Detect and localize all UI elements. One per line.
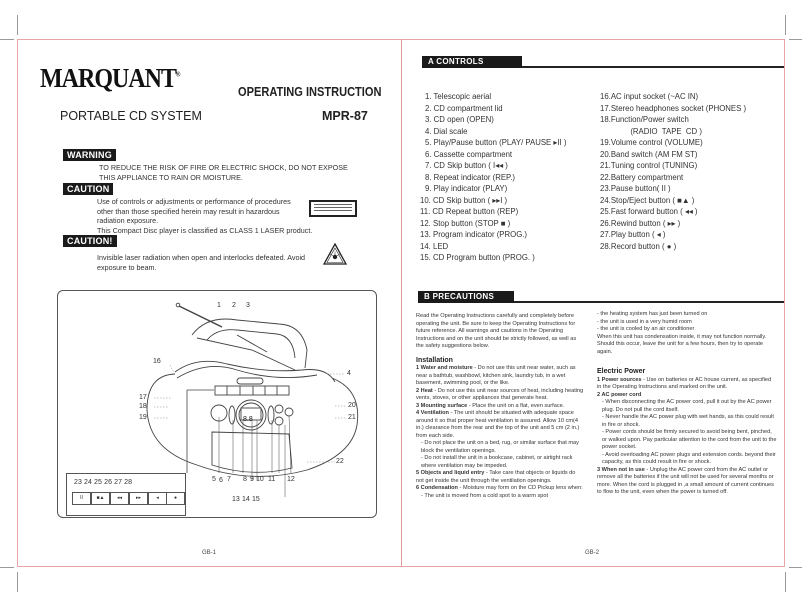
crop-mark bbox=[789, 39, 802, 40]
control-item: 17.Stereo headphones socket (PHONES ) bbox=[600, 103, 747, 113]
precautions-column-2 bbox=[597, 311, 777, 497]
page-number-left: GB-1 bbox=[202, 550, 217, 556]
control-item: 25.Fast forward button ( ◂◂ ) bbox=[600, 207, 698, 216]
crop-mark bbox=[785, 15, 786, 35]
fast-forward-button-icon: ◂◂ bbox=[110, 492, 129, 505]
crop-mark bbox=[0, 567, 14, 568]
controls-list-2 bbox=[600, 91, 746, 252]
control-item: 3. CD open (OPEN) bbox=[425, 115, 494, 124]
record-button-icon: ● bbox=[166, 492, 185, 505]
rewind-button-icon: ▸▸ bbox=[129, 492, 148, 505]
control-item: 19.Volume control (VOLUME) bbox=[600, 138, 703, 147]
control-item: 18.Function/Power switch bbox=[600, 115, 689, 124]
crop-mark bbox=[17, 572, 18, 592]
control-item: 8. Repeat indicator (REP.) bbox=[425, 172, 515, 182]
control-item: 28.Record button ( ● ) bbox=[600, 241, 677, 251]
warning-text: TO REDUCE THE RISK OF FIRE OR ELECTRIC SHOCK, DO NOT EXPOSE THIS APPLIANCE TO RAIN OR MOISTURE. bbox=[99, 163, 348, 182]
callout-2: 2 bbox=[232, 302, 236, 309]
svg-text:8.8: 8.8 bbox=[243, 416, 253, 423]
condensation-note: When this unit has condensation inside, it may not function normally. Should this occur, leave the unit for a few hours, then try to operate again. bbox=[597, 333, 767, 355]
caution-tag: CAUTION bbox=[63, 183, 113, 195]
control-item: 24.Stop/Eject button ( ■▲ ) bbox=[600, 195, 695, 205]
installation-heading: Installation bbox=[416, 356, 453, 364]
precaution-item: 1 Water and moisture - Do not use this unit near water, such as near a bathtub, washbowl, kitchen sink, laundry tub, in a wet basement, swimming pool, or the like. bbox=[416, 365, 576, 386]
callout-7: 7 bbox=[227, 476, 231, 483]
precaution-subitem: - Avoid overloading AC power plugs and extension cords. beyond their capacity, as this could result in fire or shock. bbox=[602, 451, 776, 465]
control-item: 16.AC input socket (~AC IN) bbox=[600, 92, 699, 101]
callout-3: 3 bbox=[246, 302, 250, 309]
laser-warning-triangle-icon bbox=[323, 243, 347, 265]
callout-17: 17 bbox=[139, 394, 147, 401]
control-item: 2. CD compartment lid bbox=[425, 103, 503, 113]
callout-21: 21 bbox=[348, 414, 356, 421]
product-name: PORTABLE CD SYSTEM bbox=[60, 109, 202, 123]
callout-5: 5 bbox=[212, 476, 216, 483]
caution2-tag: CAUTION! bbox=[63, 235, 117, 247]
callout-14: 14 bbox=[242, 496, 250, 503]
callout-11: 11 bbox=[268, 476, 276, 483]
stop-eject-button-icon: ■▲ bbox=[91, 492, 110, 505]
callout-15: 15 bbox=[252, 496, 260, 503]
precaution-subitem: - the heating system has just been turned on bbox=[597, 311, 708, 317]
callout-4: 4 bbox=[347, 370, 351, 377]
precaution-subitem: - the unit is cooled by an air conditioner bbox=[597, 326, 695, 332]
control-item: 11. CD Repeat button (REP) bbox=[420, 207, 519, 216]
precaution-subitem: - When disconnecting the AC power cord, pull it out by the AC power plug. Do not pull the cord itself. bbox=[602, 399, 772, 413]
brand-logo: MARQUANT® bbox=[40, 63, 180, 94]
precaution-item: 3 When not in use - Unplug the AC power cord from the AC outlet or remove all the batteries if the unit will not be used for several months or more. When the cord is plugged in ,a small amount of current continues to flow to the unit, even when the power is turned off. bbox=[597, 466, 774, 495]
control-item: 12. Stop button (STOP ■ ) bbox=[420, 218, 511, 228]
control-item: 1. Telescopic aerial bbox=[425, 92, 492, 101]
crop-mark bbox=[785, 572, 786, 592]
precaution-subitem: - Never handle the AC power plug with wet hands, as this could result in fire or shock. bbox=[602, 414, 774, 428]
precaution-item: 2 Heat - Do not use this unit near sources of heat, including heating vents, stoves, or other appliances that generate heat. bbox=[416, 387, 584, 401]
play-button-icon: ◂ bbox=[148, 492, 167, 505]
control-item: 26.Rewind button ( ▸▸ ) bbox=[600, 218, 681, 228]
control-item: 14. LED bbox=[420, 241, 449, 251]
controls-section-title: A CONTROLS bbox=[422, 56, 522, 68]
precaution-subitem: - the unit is used in a very humid room bbox=[597, 318, 692, 325]
callout-1: 1 bbox=[217, 302, 221, 309]
inset-callouts: 23 24 25 26 27 28 bbox=[74, 479, 133, 486]
precautions-column-1 bbox=[416, 313, 584, 500]
page-number-right: GB-2 bbox=[585, 550, 600, 556]
precautions-intro: Read the Operating Instructions carefully and completely before operating the unit. Be sure to keep the Operating Instructions for future reference. All warnings and cautions in the Operating Instructions and on the unit should be strictly followed, as well as the safety suggestions below. bbox=[416, 313, 577, 349]
precaution-subitem: - Do not place the unit on a bed, rug, or similar surface that may block the ventilation openings. bbox=[421, 440, 579, 454]
precaution-item: 4 Ventilation - The unit should be situated with adequate space around it so that proper heat ventilation is assured. Allow 10 cm(4 in.) clearance from the rear and the top of the unit and 5 cm (2 in.) from each side. bbox=[416, 410, 580, 439]
callout-19: 19 bbox=[139, 414, 147, 421]
control-item: 5. Play/Pause button (PLAY/ PAUSE ▸II ) bbox=[425, 138, 567, 147]
callout-8: 8 bbox=[243, 476, 247, 483]
precautions-section-title: B PRECAUTIONS bbox=[418, 291, 514, 303]
control-item: 13. Program indicator (PROG.) bbox=[420, 230, 528, 239]
electric-power-heading: Electric Power bbox=[597, 368, 646, 375]
crop-mark bbox=[789, 567, 802, 568]
caution2-text: Invisible laser radiation when open and interlocks defeated. Avoid exposure to beam. bbox=[97, 253, 306, 272]
callout-6: 6 bbox=[219, 477, 223, 484]
control-item: 9. Play indicator (PLAY) bbox=[425, 184, 508, 193]
precaution-item: 6 Condensation - Moisture may form on the CD Pickup lens when: bbox=[416, 485, 583, 491]
controls-list-1 bbox=[420, 91, 566, 264]
control-item: 10. CD Skip button ( ▸▸I ) bbox=[420, 195, 508, 205]
callout-13: 13 bbox=[232, 496, 240, 503]
control-item: 20.Band switch (AM FM ST) bbox=[600, 149, 698, 159]
precaution-item: 5 Objects and liquid entry - Take care that objects or liquids do not get inside the unit through the ventilation openings. bbox=[416, 470, 576, 484]
crop-mark bbox=[0, 39, 14, 40]
callout-12: 12 bbox=[287, 476, 295, 483]
callout-18: 18 bbox=[139, 403, 147, 410]
precaution-item: 3 Mounting surface - Place the unit on a flat, even surface. bbox=[416, 402, 565, 409]
warning-tag: WARNING bbox=[63, 149, 116, 161]
precaution-subitem: - The unit is moved from a cold spot to a warm spot bbox=[421, 492, 549, 499]
precaution-item: 1 Power sources - Use on batteries or AC house current, as specified in the Operating Instructions and marked on the unit. bbox=[597, 376, 772, 390]
control-item: 27.Play button ( ◂ ) bbox=[600, 230, 666, 239]
control-item: 22.Battery compartment bbox=[600, 172, 684, 182]
control-item: 23.Pause button( II ) bbox=[600, 184, 671, 193]
caution-text: Use of controls or adjustments or performance of procedures other than those specified herein may result in hazardous radiation exposure. This Compact Disc player is classified as CLASS 1 LASER product. bbox=[97, 197, 313, 235]
callout-22: 22 bbox=[336, 458, 344, 465]
callout-9: 9 bbox=[250, 476, 254, 483]
control-item: 15. CD Program button (PROG. ) bbox=[420, 253, 535, 262]
model-number: MPR-87 bbox=[322, 109, 368, 123]
precaution-item: 2 AC power cord bbox=[597, 391, 642, 398]
control-item: 7. CD Skip button ( I◂◂ ) bbox=[425, 161, 508, 170]
precaution-subitem: - Power cords should be firmly secured to avoid being bent, pinched, or walked upon. Pay particular attention to the cord from the unit to the power socket. bbox=[602, 429, 777, 450]
callout-10: 10 bbox=[256, 476, 264, 483]
crop-mark bbox=[17, 15, 18, 35]
control-item: (RADIO TAPE CD ) bbox=[600, 126, 702, 136]
class-1-laser-label-icon bbox=[309, 200, 357, 217]
callout-20: 20 bbox=[348, 402, 356, 409]
precaution-subitem: - Do not install the unit in a bookcase, cabinet, or airtight rack where ventilation may be impeded. bbox=[421, 455, 573, 469]
control-item: 4. Dial scale bbox=[425, 126, 468, 136]
doc-title: OPERATING INSTRUCTION bbox=[238, 84, 382, 99]
control-item: 6. Cassette compartment bbox=[425, 149, 513, 159]
pause-button-icon: II bbox=[72, 492, 91, 505]
page-divider bbox=[401, 39, 402, 567]
callout-16: 16 bbox=[153, 358, 161, 365]
control-item: 21.Tuning control (TUNING) bbox=[600, 161, 698, 170]
